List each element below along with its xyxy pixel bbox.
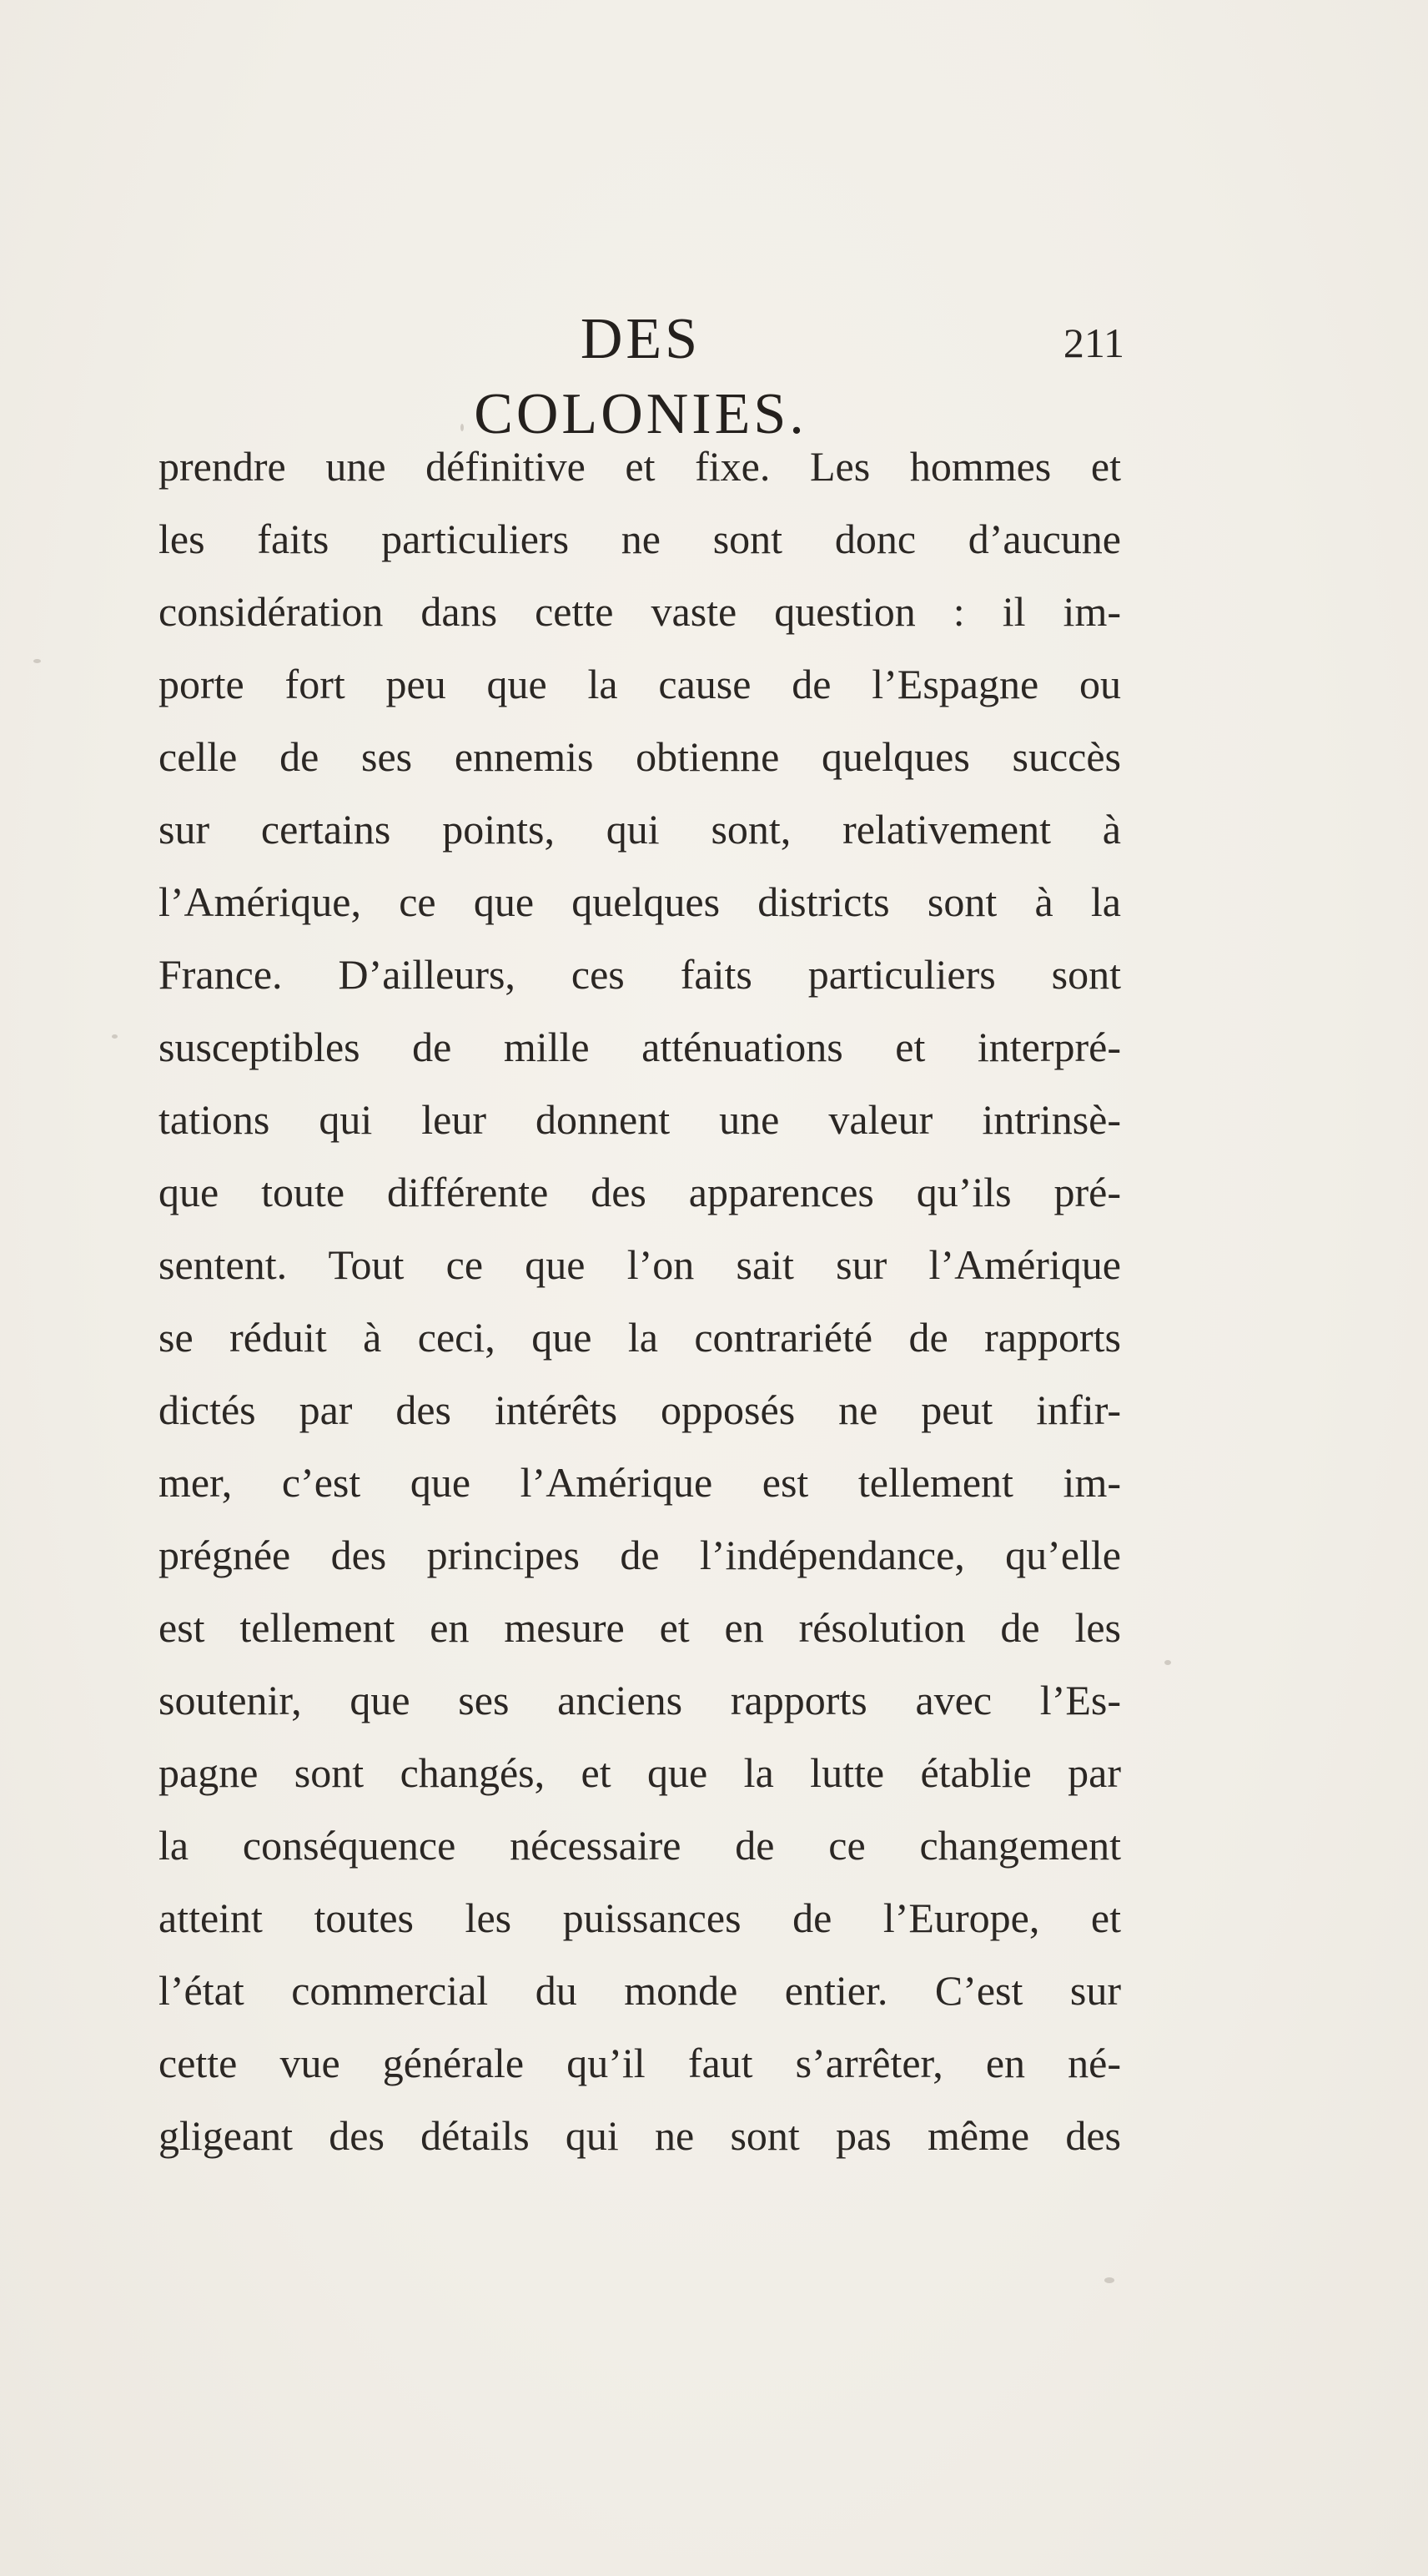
text-line: considération dans cette vaste question : il im- — [158, 588, 1121, 635]
text-line: la conséquence nécessaire de ce changement — [158, 1822, 1121, 1869]
running-head — [0, 302, 1428, 446]
text-line: prégnée des principes de l’indépendance, qu’elle — [158, 1532, 1121, 1578]
paper-speck — [1104, 2277, 1114, 2283]
text-line: l’Amérique, ce que quelques districts sont à la — [158, 878, 1121, 925]
paper-speck — [1164, 1660, 1171, 1665]
text-line: sentent. Tout ce que l’on sait sur l’Amérique — [158, 1241, 1121, 1288]
text-line: susceptibles de mille atténuations et interpré- — [158, 1024, 1121, 1070]
paper-speck — [33, 659, 41, 663]
text-line: porte fort peu que la cause de l’Espagne ou — [158, 661, 1121, 707]
text-line: est tellement en mesure et en résolution de les — [158, 1604, 1121, 1651]
running-title: DES COLONIES. — [474, 307, 807, 446]
paper-speck — [112, 1034, 118, 1039]
paper-speck — [460, 424, 464, 431]
text-line: sur certains points, qui sont, relativement à — [158, 806, 1121, 853]
text-line: celle de ses ennemis obtienne quelques succès — [158, 733, 1121, 780]
text-line: se réduit à ceci, que la contrariété de rapports — [158, 1314, 1121, 1361]
text-line: que toute différente des apparences qu’ils pré- — [158, 1169, 1121, 1215]
text-line: les faits particuliers ne sont donc d’aucune — [158, 516, 1121, 562]
text-line: France. D’ailleurs, ces faits particuliers sont — [158, 951, 1121, 998]
body-text — [158, 430, 1121, 2172]
page-number: 211 — [1063, 319, 1124, 366]
text-line: dictés par des intérêts opposés ne peut infir- — [158, 1386, 1121, 1433]
text-line: cette vue générale qu’il faut s’arrêter, en né- — [158, 2040, 1121, 2086]
text-line: soutenir, que ses anciens rapports avec l’Es- — [158, 1677, 1121, 1723]
text-line: pagne sont changés, et que la lutte établie par — [158, 1749, 1121, 1796]
text-line: gligeant des détails qui ne sont pas même des — [158, 2112, 1121, 2159]
text-line: tations qui leur donnent une valeur intrinsè- — [158, 1096, 1121, 1143]
text-line: mer, c’est que l’Amérique est tellement im- — [158, 1459, 1121, 1506]
text-line: l’état commercial du monde entier. C’est sur — [158, 1967, 1121, 2014]
text-line: atteint toutes les puissances de l’Europe, et — [158, 1894, 1121, 1941]
text-line: prendre une définitive et fixe. Les hommes et — [158, 443, 1121, 490]
